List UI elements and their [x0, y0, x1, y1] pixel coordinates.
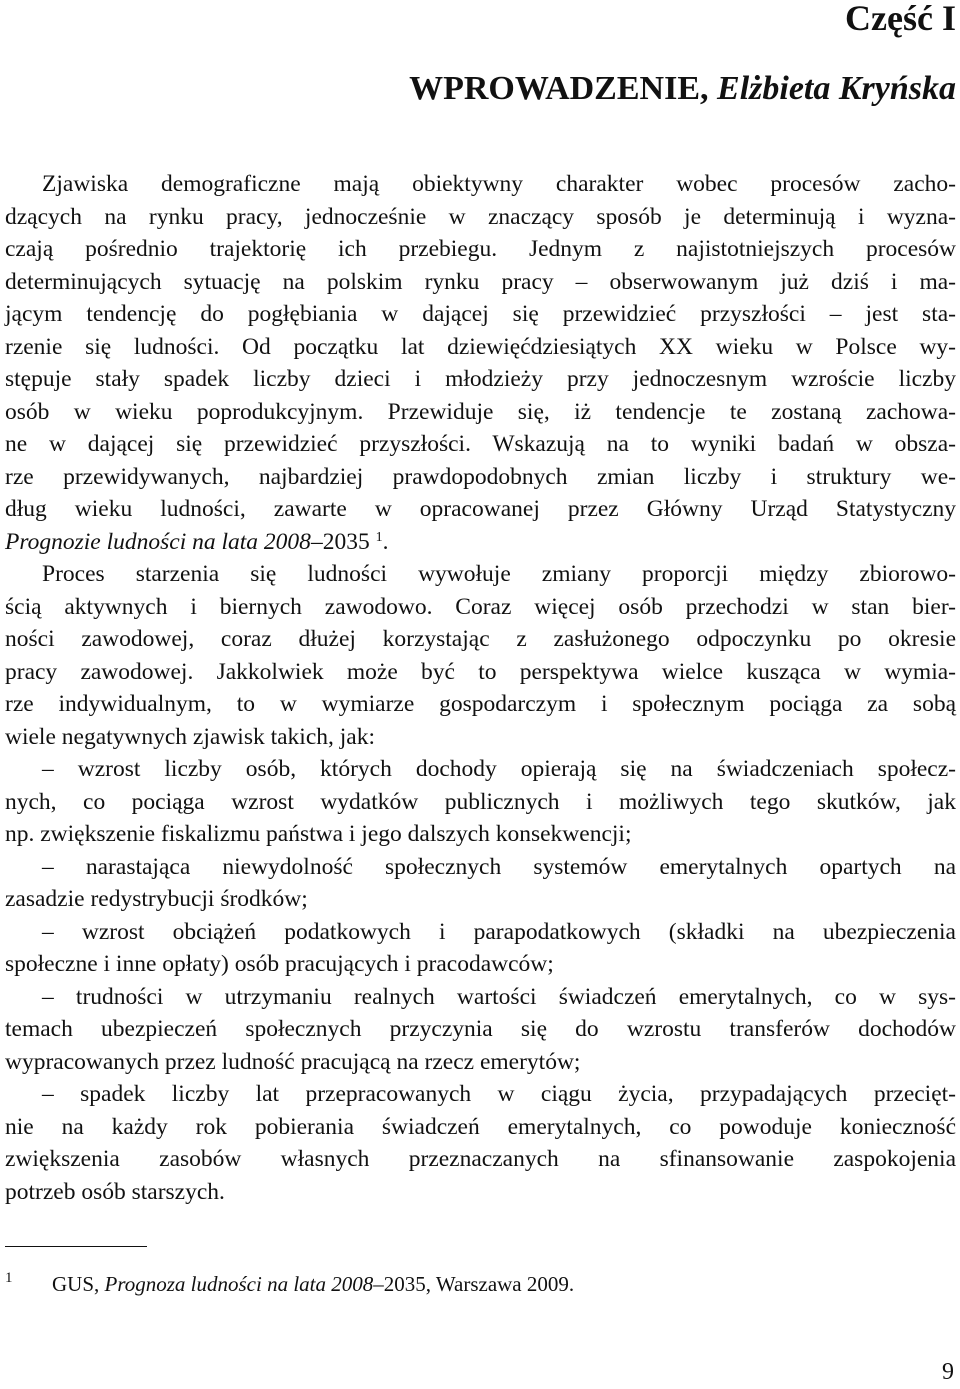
- sentence-end: .: [382, 528, 389, 555]
- paragraph1-last-line: [5, 526, 956, 559]
- paragraph1-line: determinujących sytuację na polskim rynku pracy – obserwowanym już dziś i ma-: [5, 268, 956, 295]
- paragraph1-line: rzenie się ludności. Od początku lat dziewięćdziesiątych XX wieku w Polsce wy-: [5, 333, 956, 360]
- bullet-line: społeczne i inne opłaty) osób pracujących i pracodawców;: [5, 951, 554, 977]
- paragraph1-line: dług wieku ludności, zawarte w opracowanej przez Główny Urząd Statystyczny: [5, 496, 956, 522]
- paragraph1-line: rze przewidywanych, najbardziej prawdopodobnych zmian liczby i struktury we-: [5, 463, 956, 490]
- report-title: Prognozie ludności na lata 2008: [5, 528, 311, 555]
- footnote-text: [52, 1270, 574, 1298]
- paragraph2-line: ścią aktywnych i biernych zawodowo. Coraz więcej osób przechodzi w stan bier-: [5, 593, 956, 620]
- bullet-line: nych, co pociąga wzrost wydatków publicznych i możliwych tego skutków, jak: [5, 788, 956, 815]
- paragraph1-line: jącym tendencję do pogłębiania w dającej się przewidzieć przyszłości – jest sta-: [5, 301, 956, 327]
- footnote-ref: 1: [375, 529, 383, 545]
- bullet-line: – wzrost liczby osób, których dochody opierają się na świadczeniach społecz-: [42, 756, 956, 782]
- paragraph1-line: ne w dającej się przewidzieć przyszłości. Wskazują na to wyniki badań w obsza-: [5, 431, 956, 457]
- footnote-number: 1: [5, 1270, 13, 1286]
- bullet-line: wypracowanych przez ludność pracującą na rzecz emerytów;: [5, 1048, 581, 1075]
- paragraph1-line: stępuje stały spadek liczby dzieci i młodzieży przy jednoczesnym wzroście liczby: [5, 366, 956, 392]
- paragraph2-line: wiele negatywnych zjawisk takich, jak:: [5, 723, 375, 750]
- footnote-rule: [5, 1246, 147, 1247]
- bullet-line: – trudności w utrzymaniu realnych wartości świadczeń emerytalnych, co w sys-: [42, 983, 956, 1010]
- bullet-line: – narastająca niewydolność społecznych systemów emerytalnych opartych na: [42, 853, 956, 880]
- paragraph1-line: czają pośrednio trajektorię ich przebiegu. Jednym z najistotniejszych procesów: [5, 236, 956, 262]
- bullet-line: – spadek liczby lat przepracowanych w ciągu życia, przypadających przecięt-: [42, 1081, 956, 1107]
- chapter-author: Elżbieta Kryńska: [717, 70, 956, 107]
- bullet-line: – wzrost obciążeń podatkowych i parapodatkowych (składki na ubezpieczenia: [42, 918, 956, 945]
- bullet-line: potrzeb osób starszych.: [5, 1178, 225, 1205]
- paragraph2-line: Proces starzenia się ludności wywołuje zmiany proporcji między zbiorowo-: [42, 561, 956, 587]
- paragraph1-line: dzących na rynku pracy, jednocześnie w znaczący sposób je determinują i wyzna-: [5, 203, 956, 230]
- paragraph1-line: Zjawiska demograficzne mają obiektywny charakter wobec procesów zacho-: [42, 171, 956, 197]
- footnote-title: Prognoza ludności na lata 2008: [104, 1272, 374, 1296]
- bullet-line: nie na każdy rok pobierania świadczeń emerytalnych, co powoduje konieczność: [5, 1113, 956, 1140]
- bullet-line: zasadzie redystrybucji środków;: [5, 886, 308, 912]
- footnote-source: GUS,: [52, 1272, 105, 1296]
- bullet-line: np. zwiększenie fiskalizmu państwa i jego dalszych konsekwencji;: [5, 821, 632, 847]
- bullet-line: temach ubezpieczeń społecznych przyczynia się do wzrostu transferów dochodów: [5, 1016, 956, 1042]
- bullet-line: zwiększenia zasobów własnych przeznaczanych na sfinansowanie zaspokojenia: [5, 1146, 956, 1172]
- chapter-title-text: WPROWADZENIE,: [409, 70, 709, 107]
- paragraph2-line: pracy zawodowej. Jakkolwiek może być to perspektywa wielce kusząca w wymia-: [5, 658, 956, 685]
- paragraph1-line: osób w wieku poprodukcyjnym. Przewiduje się, iż tendencje te zostaną zachowa-: [5, 398, 956, 425]
- chapter-title: [0, 66, 956, 112]
- paragraph2-line: ności zawodowej, coraz dłużej korzystając z zasłużonego odpoczynku po okresie: [5, 626, 956, 652]
- paragraph2-line: rze indywidualnym, to w wymiarze gospodarczym i społecznym pociąga za sobą: [5, 691, 956, 717]
- footnote-rest: –2035, Warszawa 2009.: [373, 1272, 575, 1296]
- part-heading: Część I: [845, 0, 956, 38]
- report-year: –2035: [310, 528, 370, 555]
- body-text: [5, 168, 956, 1208]
- page-number: 9: [942, 1359, 954, 1385]
